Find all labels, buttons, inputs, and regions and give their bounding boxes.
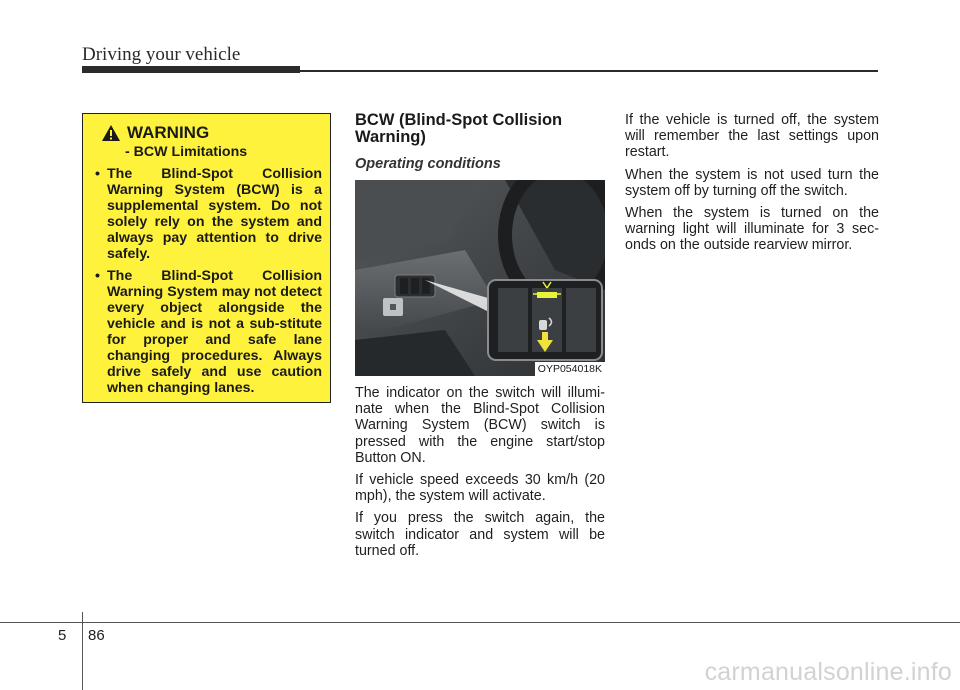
paragraph: If vehicle speed exceeds 30 km/h (20 mph), the system will activate. <box>355 472 605 505</box>
right-column <box>625 112 879 260</box>
dashboard-illustration <box>355 180 605 376</box>
sub-title: Operating conditions <box>355 156 501 172</box>
warning-item-text: The Blind-Spot Collision Warning System (BCW) is a supplemental system. Do not solely rely on the system and always pay attention to drive safely. <box>107 166 322 262</box>
paragraph: When the system is turned on the warning light will illuminate for 3 sec-onds on the outside rearview mirror. <box>625 205 879 254</box>
paragraph: The indicator on the switch will illumi-nate when the Blind-Spot Collision Warning System (BCW) switch is pressed with the engine start/stop Button ON. <box>355 385 605 466</box>
header-rule-thick <box>82 66 300 73</box>
watermark: carmanualsonline.info <box>704 658 952 686</box>
footer-divider <box>82 612 83 690</box>
warning-item <box>93 268 322 396</box>
figure-code: OYP054018K <box>535 362 605 376</box>
warning-triangle-icon <box>101 124 121 142</box>
warning-title: WARNING <box>127 123 210 142</box>
section-title: BCW (Blind-Spot Collision Warning) <box>355 111 563 146</box>
warning-subtitle: - BCW Limitations <box>125 144 248 160</box>
header-title: Driving your vehicle <box>82 44 241 65</box>
header-rule-thin <box>300 70 878 72</box>
warning-item <box>93 166 322 262</box>
paragraph: If the vehicle is turned off, the system will remember the last settings upon restart. <box>625 112 879 161</box>
page-number: 86 <box>88 627 105 644</box>
bullet: • <box>95 166 100 182</box>
footer-rule <box>0 622 960 623</box>
bullet: • <box>95 268 100 284</box>
warning-box <box>82 113 331 403</box>
warning-item-text: The Blind-Spot Collision Warning System may not detect every object alongside the vehicle and is not a sub-stitute for proper and safe lane changing procedures. Always drive safely and use caution when changing lanes. <box>107 268 322 396</box>
paragraph: When the system is not used turn the system off by turning off the switch. <box>625 166 879 199</box>
main-column <box>355 112 605 565</box>
paragraph: If you press the switch again, the switch indicator and system will be turned off. <box>355 510 605 559</box>
warning-heading <box>101 122 322 144</box>
chapter-number: 5 <box>58 627 67 644</box>
bcw-switch-figure <box>355 180 605 376</box>
